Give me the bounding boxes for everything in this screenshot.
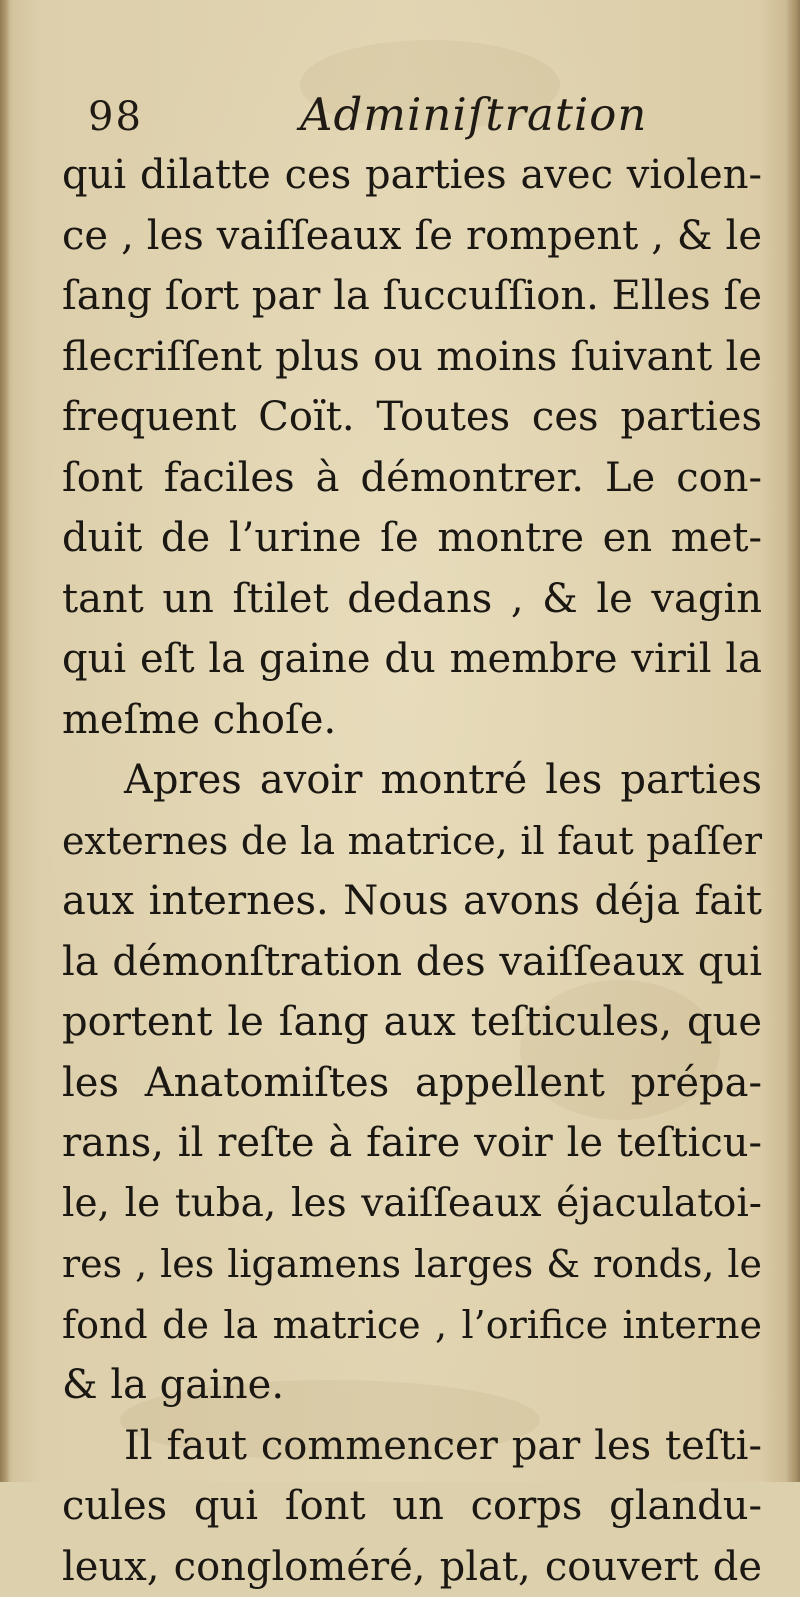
text-line: aux internes. Nous avons déja fait xyxy=(62,871,762,932)
text-line: & la gaine. xyxy=(62,1355,762,1416)
running-title: Adminiſtration xyxy=(300,88,647,141)
paragraph-first-line: Apres avoir montré les parties xyxy=(62,750,762,811)
text-line: tant un ſtilet dedans , & le vagin xyxy=(62,569,762,630)
text-line: meſme choſe. xyxy=(62,690,762,751)
page-header xyxy=(88,88,708,152)
text-line: duit de l’urine ſe montre en met- xyxy=(62,508,762,569)
text-line: rans, il reſte à faire voir le teſticu- xyxy=(62,1113,762,1174)
text-line: ſang ſort par la ſuccuſſion. Elles ſe xyxy=(62,266,762,327)
text-line: fond de la matrice , l’orifice interne xyxy=(62,1295,762,1356)
text-line: qui eſt la gaine du membre viril la xyxy=(62,629,762,690)
text-line: externes de la matrice, il faut paſſer xyxy=(62,811,762,872)
page-number: 98 xyxy=(88,94,143,140)
page-edge-shadow xyxy=(786,0,800,1482)
text-line: ce , les vaiſſeaux ſe rompent , & le xyxy=(62,206,762,267)
text-line: portent le ſang aux teſticules, que xyxy=(62,992,762,1053)
text-line: le, le tuba, les vaiſſeaux éjaculatoi- xyxy=(62,1174,762,1235)
text-line: la démonſtration des vaiſſeaux qui xyxy=(62,932,762,993)
text-line: frequent Coït. Toutes ces parties xyxy=(62,387,762,448)
text-line: qui dilatte ces parties avec violen- xyxy=(62,145,762,206)
text-line: ſont faciles à démontrer. Le con- xyxy=(62,448,762,509)
text-line: res , les ligamens larges & ronds, le xyxy=(62,1234,762,1295)
page-gutter-shadow xyxy=(0,0,10,1482)
text-line: leux, congloméré, plat, couvert de xyxy=(62,1537,762,1597)
text-line: cules qui ſont un corps glandu- xyxy=(62,1476,762,1537)
text-line: les Anatomiſtes appellent prépa- xyxy=(62,1053,762,1114)
paragraph-first-line: Il faut commencer par les teſti- xyxy=(62,1416,762,1477)
body-text xyxy=(62,145,762,1597)
text-line: flecriſſent plus ou moins ſuivant le xyxy=(62,327,762,388)
